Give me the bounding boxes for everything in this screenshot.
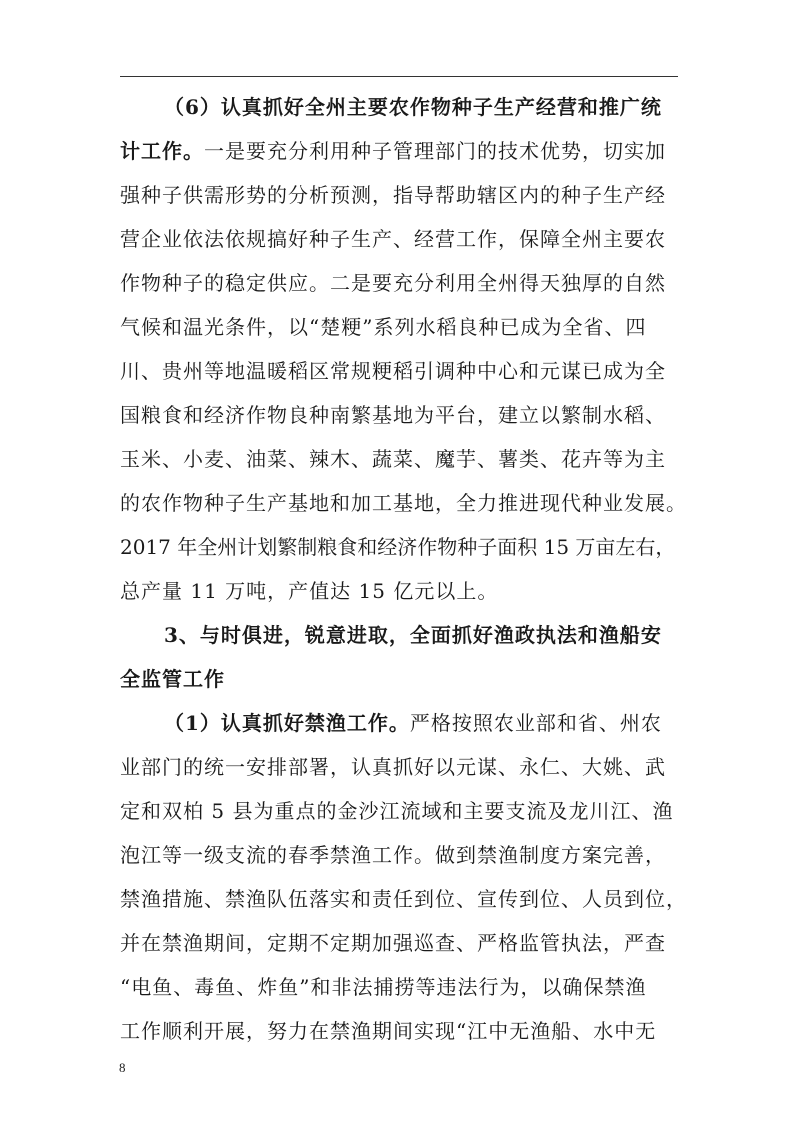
para6-line-2	[120, 139, 682, 163]
para1-line-1	[164, 711, 682, 735]
para1-line-7: “电鱼、毒鱼、炸鱼”和非法捕捞等违法行为，以确保禁渔	[120, 975, 647, 999]
section3-heading-line-2: 全监管工作	[120, 667, 225, 691]
header-rule	[120, 76, 678, 77]
para6-line-12: 总产量 11 万吨，产值达 15 亿元以上。	[120, 579, 499, 603]
para6-line-7: 川、贵州等地温暖稻区常规粳稻引调种中心和元谋已成为全	[120, 359, 666, 383]
para6-line-3: 强种子供需形势的分析预测，指导帮助辖区内的种子生产经	[120, 183, 666, 207]
para1-line-4: 泡江等一级支流的春季禁渔工作。做到禁渔制度方案完善，	[120, 843, 666, 867]
para1-line-2: 业部门的统一安排部署，认真抓好以元谋、永仁、大姚、武	[120, 755, 666, 779]
section3-heading-line-1: 3、与时俱进，锐意进取，全面抓好渔政执法和渔船安	[164, 623, 662, 647]
page-number: 8	[119, 1060, 126, 1075]
para6-text: 一是要充分利用种子管理部门的技术优势，切实加	[204, 139, 666, 163]
para6-line-10: 的农作物种子生产基地和加工基地，全力推进现代种业发展。	[120, 491, 687, 515]
para1-line-5: 禁渔措施、禁渔队伍落实和责任到位、宣传到位、人员到位，	[120, 887, 687, 911]
para6-line-5: 作物种子的稳定供应。二是要充分利用全州得天独厚的自然	[120, 271, 666, 295]
para6-heading-end: 计工作。	[120, 139, 204, 163]
para6-line-6: 气候和温光条件，以“楚粳”系列水稻良种已成为全省、四	[120, 315, 647, 339]
para6-line-8: 国粮食和经济作物良种南繁基地为平台，建立以繁制水稻、	[120, 403, 666, 427]
para1-line-3: 定和双柏 5 县为重点的金沙江流域和主要支流及龙川江、渔	[120, 799, 674, 823]
para6-line-1	[164, 95, 682, 119]
para1-heading: （1）认真抓好禁渔工作。	[164, 711, 410, 735]
para6-heading: （6）认真抓好全州主要农作物种子生产经营和推广统	[164, 95, 662, 119]
para1-text: 严格按照农业部和省、州农	[409, 711, 662, 735]
para6-line-11: 2017 年全州计划繁制粮食和经济作物种子面积 15 万亩左右，	[120, 535, 676, 559]
para6-line-9: 玉米、小麦、油菜、辣木、蔬菜、魔芋、薯类、花卉等为主	[120, 447, 666, 471]
para1-line-8: 工作顺利开展，努力在禁渔期间实现“江中无渔船、水中无	[120, 1019, 657, 1043]
para1-line-6: 并在禁渔期间，定期不定期加强巡查、严格监管执法，严查	[120, 931, 666, 955]
para6-line-4: 营企业依法依规搞好种子生产、经营工作，保障全州主要农	[120, 227, 666, 251]
